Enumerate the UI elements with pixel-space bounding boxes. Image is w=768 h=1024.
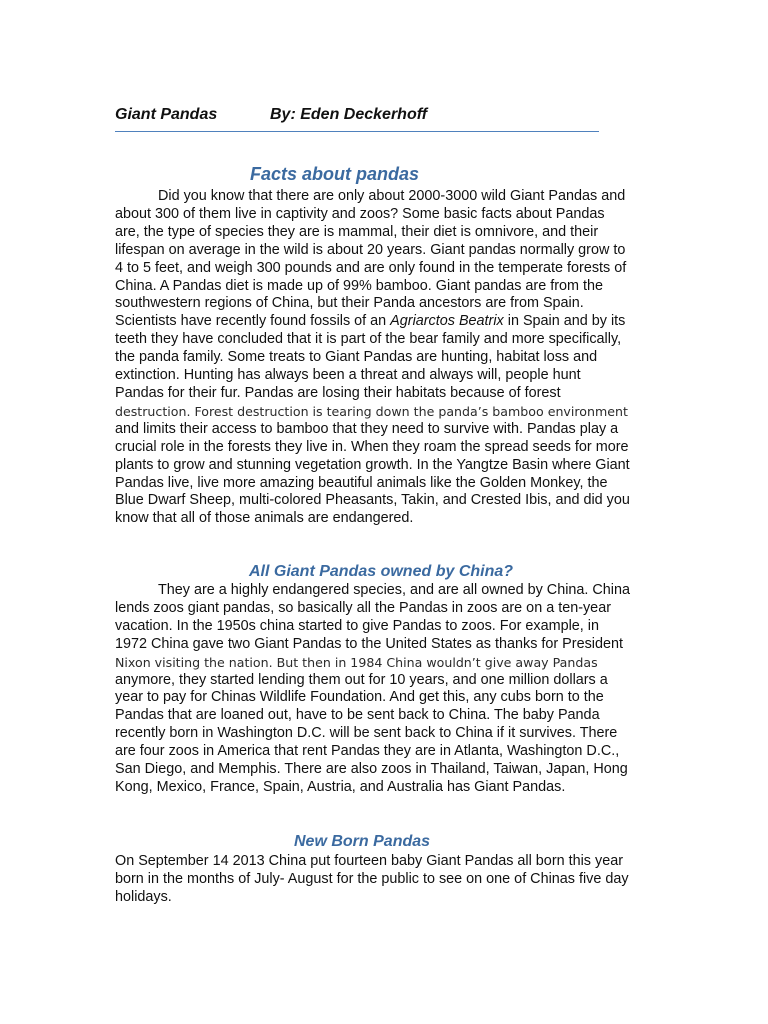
paragraph-line: born in the months of July- August for the public to see on one of Chinas five day — [115, 870, 629, 887]
paragraph-line: teeth they have concluded that it is part of the bear family and more specifically, — [115, 331, 622, 348]
paragraph-line: 1972 China gave two Giant Pandas to the United States as thanks for President — [115, 635, 623, 652]
paragraph-line: the panda family. Some treats to Giant Pandas are hunting, habitat loss and — [115, 349, 598, 366]
document-author: By: Eden Deckerhoff — [270, 106, 428, 123]
paragraph-line: lends zoos giant pandas, so basically all the Pandas in zoos are on a ten-year — [115, 599, 611, 616]
section-heading-ownership: All Giant Pandas owned by China? — [249, 563, 514, 580]
paragraph-line: holidays. — [115, 888, 172, 905]
paragraph-line: are, the type of species they are is mammal, their diet is omnivore, and their — [115, 223, 599, 240]
section-paragraph-ownership — [115, 582, 660, 797]
paragraph-line: southwestern regions of China, but their Panda ancestors are from Spain. — [115, 295, 584, 312]
paragraph-line: anymore, they started lending them out for 10 years, and one million dollars a — [115, 671, 608, 688]
paragraph-line: 4 to 5 feet, and weigh 300 pounds and are only found in the temperate forests of — [115, 259, 627, 276]
paragraph-line: On September 14 2013 China put fourteen baby Giant Pandas all born this year — [115, 853, 623, 869]
header-divider — [115, 131, 599, 132]
paragraph-line: Did you know that there are only about 2000-3000 wild Giant Pandas and — [158, 188, 626, 204]
paragraph-line: plants to grow and stunning vegetation growth. In the Yangtze Basin where Giant — [115, 456, 630, 473]
paragraph-line: about 300 of them live in captivity and zoos? Some basic facts about Pandas — [115, 205, 605, 222]
section-heading-newborn: New Born Pandas — [294, 833, 431, 850]
paragraph-line: crucial role in the forests they live in. When they roam the spread seeds for more — [115, 438, 629, 455]
section-paragraph-newborn — [115, 853, 660, 907]
species-name: Agriarctos Beatrix — [390, 313, 504, 330]
paragraph-line: destruction. Forest destruction is tearing down the panda’s bamboo environment — [115, 403, 628, 419]
paragraph-line: They are a highly endangered species, and are all owned by China. China — [158, 582, 630, 598]
paragraph-line: Blue Dwarf Sheep, multi-colored Pheasants, Takin, and Crested Ibis, and did you — [115, 492, 630, 509]
paragraph-line: Nixon visiting the nation. But then in 1984 China wouldn’t give away Pandas — [115, 654, 598, 670]
paragraph-text: in Spain and by its — [503, 313, 626, 330]
paragraph-line: recently born in Washington D.C. will be sent back to China if it survives. There — [115, 725, 618, 742]
paragraph-line: extinction. Hunting has always been a threat and always will, people hunt — [115, 367, 581, 384]
paragraph-line: and limits their access to bamboo that they need to survive with. Pandas play a — [115, 420, 619, 437]
section-heading-facts: Facts about pandas — [250, 164, 420, 184]
section-paragraph-facts — [115, 188, 660, 528]
paragraph-line: Pandas that are loaned out, have to be sent back to China. The baby Panda — [115, 707, 600, 724]
paragraph-line: Pandas live, live more amazing beautiful animals like the Golden Monkey, the — [115, 474, 608, 491]
document-title: Giant Pandas — [115, 106, 218, 123]
paragraph-line: San Diego, and Memphis. There are also zoos in Thailand, Taiwan, Japan, Hong — [115, 761, 628, 778]
document-header — [115, 106, 599, 128]
paragraph-line: are four zoos in America that rent Pandas they are in Atlanta, Washington D.C., — [115, 743, 620, 760]
paragraph-line: year to pay for Chinas Wildlife Foundation. And get this, any cubs born to the — [115, 689, 604, 706]
paragraph-line: know that all of those animals are endangered. — [115, 510, 414, 527]
paragraph-line: lifespan on average in the wild is about 20 years. Giant pandas normally grow to — [115, 241, 626, 258]
paragraph-line: China. A Pandas diet is made up of 99% bamboo. Giant pandas are from the — [115, 277, 603, 294]
paragraph-line: Kong, Mexico, France, Spain, Austria, and Australia has Giant Pandas. — [115, 778, 566, 795]
paragraph-text: Scientists have recently found fossils of an — [115, 313, 387, 330]
paragraph-line: vacation. In the 1950s china started to give Pandas to zoos. For example, in — [115, 617, 599, 634]
paragraph-line: Pandas for their fur. Pandas are losing their habitats because of forest — [115, 384, 561, 401]
paragraph-line — [115, 313, 660, 331]
